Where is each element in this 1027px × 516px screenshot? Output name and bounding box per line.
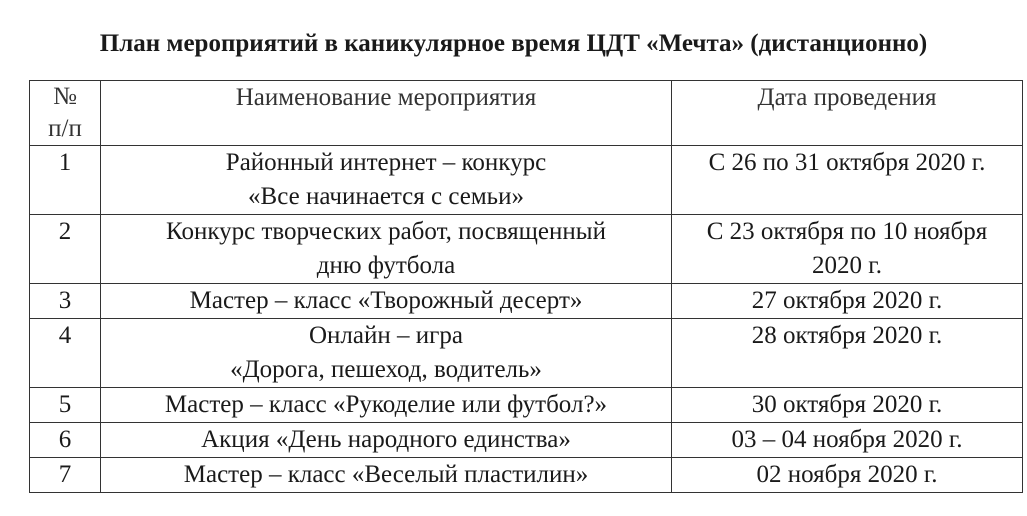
row-name-line: дню футбола xyxy=(316,252,456,279)
header-name: Наименование мероприятия xyxy=(101,81,672,146)
row-name-line: Районный интернет – конкурс xyxy=(225,149,547,176)
table-row xyxy=(30,146,1023,215)
row-number: 5 xyxy=(30,388,101,423)
row-date-line: 30 октября 2020 г. xyxy=(751,391,943,418)
row-date xyxy=(672,284,1023,319)
row-name-line: Мастер – класс «Творожный десерт» xyxy=(189,287,583,314)
document-title: План мероприятий в каникулярное время ЦДТ «Мечта» (дистанционно) xyxy=(99,30,928,57)
row-date xyxy=(672,146,1023,215)
row-name-line: Акция «День народного единства» xyxy=(201,426,571,453)
row-name-line: «Дорога, пешеход, водитель» xyxy=(230,356,542,383)
header-date: Дата проведения xyxy=(672,81,1023,146)
row-number: 7 xyxy=(30,458,101,493)
row-date-line: 03 – 04 ноября 2020 г. xyxy=(731,426,963,453)
row-number: 1 xyxy=(30,146,101,215)
table-header-row xyxy=(30,81,1023,146)
row-number: 3 xyxy=(30,284,101,319)
row-date-line: С 26 по 31 октября 2020 г. xyxy=(708,149,986,176)
row-date-line: 2020 г. xyxy=(812,252,882,279)
row-date xyxy=(672,458,1023,493)
row-date-line: 28 октября 2020 г. xyxy=(751,322,943,349)
row-date xyxy=(672,388,1023,423)
row-name xyxy=(101,146,672,215)
table-row xyxy=(30,215,1023,284)
table-row xyxy=(30,284,1023,319)
row-date-line: С 23 октября по 10 ноября xyxy=(706,218,988,245)
events-table xyxy=(29,80,1023,493)
row-name-line: «Все начинается с семьи» xyxy=(248,183,524,210)
header-number-line: п/п xyxy=(48,115,82,142)
row-name-line: Мастер – класс «Рукоделие или футбол?» xyxy=(164,391,608,418)
row-date xyxy=(672,215,1023,284)
row-name xyxy=(101,388,672,423)
row-date-line: 27 октября 2020 г. xyxy=(751,287,943,314)
row-number: 2 xyxy=(30,215,101,284)
row-name xyxy=(101,319,672,388)
row-name-line: Мастер – класс «Веселый пластилин» xyxy=(183,461,589,488)
row-date xyxy=(672,319,1023,388)
row-number: 6 xyxy=(30,423,101,458)
table-row xyxy=(30,388,1023,423)
row-name xyxy=(101,215,672,284)
row-name xyxy=(101,458,672,493)
row-number: 4 xyxy=(30,319,101,388)
table-row xyxy=(30,423,1023,458)
header-number xyxy=(30,81,101,146)
row-name-line: Конкурс творческих работ, посвященный xyxy=(166,218,606,245)
row-date-line: 02 ноября 2020 г. xyxy=(756,461,938,488)
row-date xyxy=(672,423,1023,458)
row-name xyxy=(101,284,672,319)
header-number-line: № xyxy=(53,83,77,110)
table-row xyxy=(30,319,1023,388)
table-row xyxy=(30,458,1023,493)
row-name-line: Онлайн – игра xyxy=(309,322,463,349)
row-name xyxy=(101,423,672,458)
